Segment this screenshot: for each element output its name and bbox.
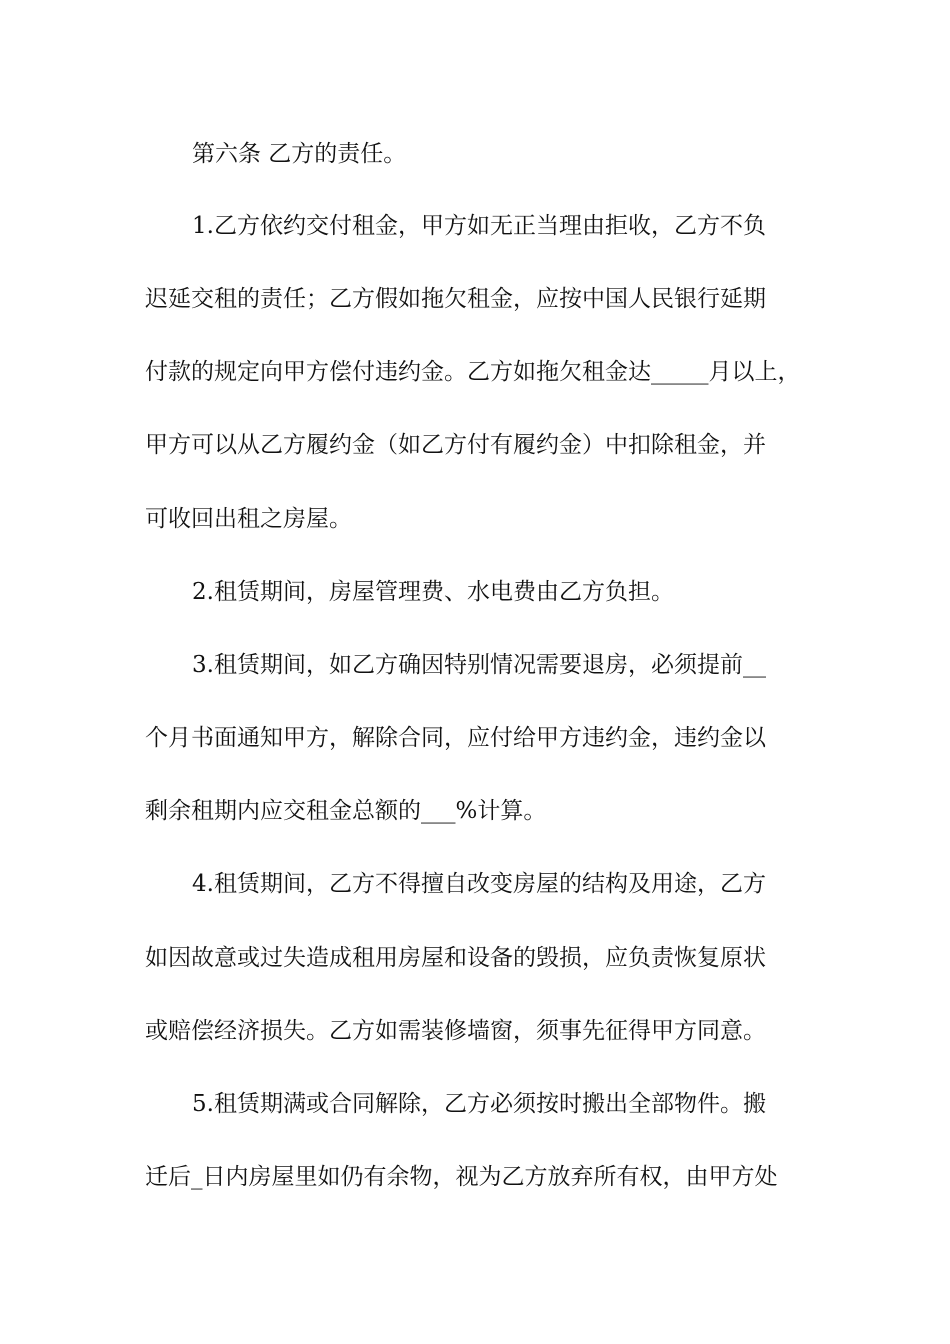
paragraph-line: 或赔偿经济损失。乙方如需装修墙窗，须事先征得甲方同意。 (145, 1018, 766, 1044)
paragraph-line: 4.租赁期间，乙方不得擅自改变房屋的结构及用途，乙方 (192, 871, 766, 897)
paragraph-line: 付款的规定向甲方偿付违约金。乙方如拖欠租金达_____月以上， (145, 359, 801, 385)
article-heading: 第六条 乙方的责任。 (192, 141, 407, 167)
paragraph-line: 迟延交租的责任；乙方假如拖欠租金，应按中国人民银行延期 (145, 286, 766, 312)
paragraph-line: 甲方可以从乙方履约金（如乙方付有履约金）中扣除租金，并 (145, 432, 766, 458)
paragraph-line: 剩余租期内应交租金总额的___%计算。 (145, 798, 547, 824)
paragraph-line: 3.租赁期间，如乙方确因特别情况需要退房，必须提前__ (192, 652, 766, 678)
paragraph-line: 可收回出租之房屋。 (145, 506, 352, 532)
paragraph-line: 个月书面通知甲方，解除合同，应付给甲方违约金，违约金以 (145, 725, 766, 751)
paragraph-line: 5.租赁期满或合同解除，乙方必须按时搬出全部物件。搬 (192, 1091, 766, 1117)
paragraph-line: 迁后_日内房屋里如仍有余物，视为乙方放弃所有权，由甲方处 (145, 1164, 778, 1190)
paragraph-line: 2.租赁期间，房屋管理费、水电费由乙方负担。 (192, 579, 674, 605)
paragraph-line: 如因故意或过失造成租用房屋和设备的毁损，应负责恢复原状 (145, 945, 766, 971)
paragraph-line: 1.乙方依约交付租金，甲方如无正当理由拒收，乙方不负 (192, 213, 766, 239)
